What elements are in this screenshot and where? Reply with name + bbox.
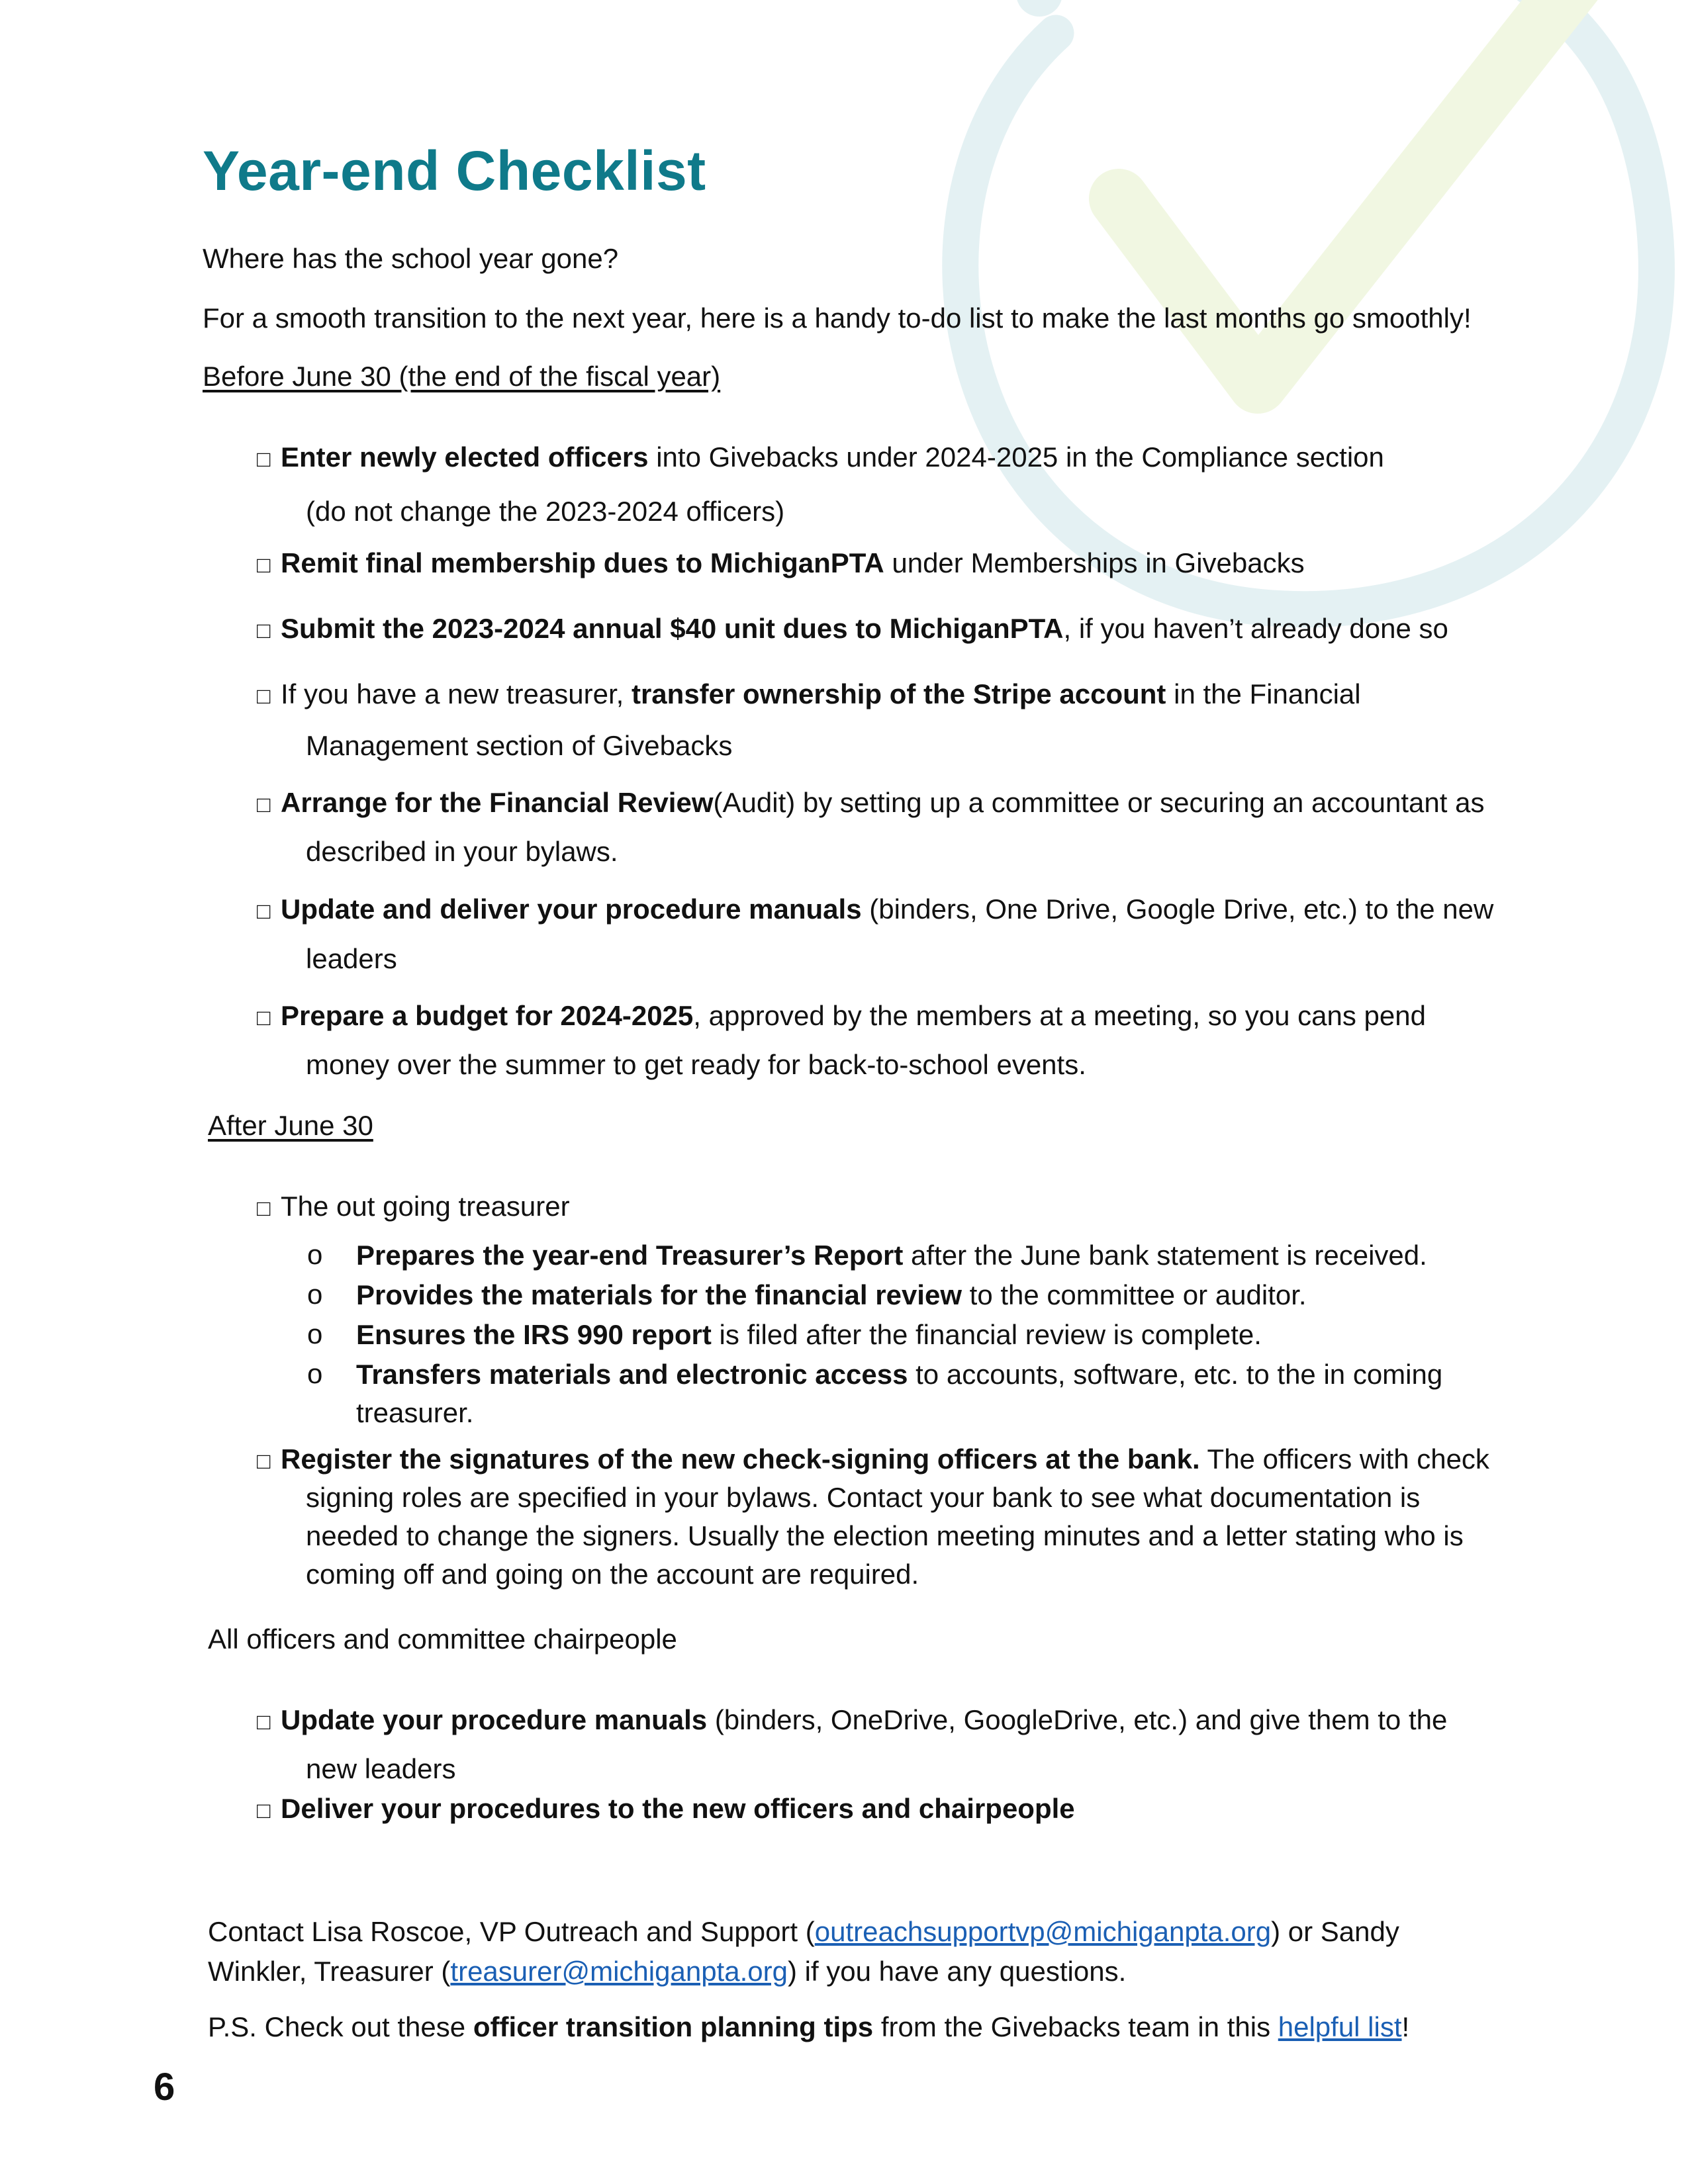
checklist-item-budget-cont: money over the summer to get ready for back-to-school events. xyxy=(306,1049,1086,1080)
sub-bullet-icon: o xyxy=(307,1239,323,1270)
checklist-item-deliver-procedures: □ Deliver your procedures to the new officers and chairpeople xyxy=(257,1790,1075,1830)
checkbox-icon: □ xyxy=(257,1709,271,1735)
page-title: Year-end Checklist xyxy=(203,140,706,202)
checklist-item-stripe: □ If you have a new treasurer, transfer ownership of the Stripe account in the Financial xyxy=(257,675,1361,715)
checkbox-icon: □ xyxy=(257,684,271,709)
checklist-item-stripe-cont: Management section of Givebacks xyxy=(306,730,733,761)
checklist-item-financial-review-cont: described in your bylaws. xyxy=(306,836,618,867)
checkbox-icon: □ xyxy=(257,1005,271,1030)
sub-bullet-icon: o xyxy=(307,1279,323,1310)
sub-item-transfer-materials: Transfers materials and electronic access to accounts, software, etc. to the in coming xyxy=(356,1359,1443,1390)
checklist-item-update-manuals-cont: new leaders xyxy=(306,1753,456,1784)
checklist-item-financial-review: □ Arrange for the Financial Review(Audit) by setting up a committee or securing an accountant as xyxy=(257,784,1484,824)
checkbox-icon: □ xyxy=(257,447,271,472)
checklist-item-procedure-manuals: □ Update and deliver your procedure manuals (binders, One Drive, Google Drive, etc.) to the new xyxy=(257,890,1493,931)
sub-item-financial-materials: Provides the materials for the financial review to the committee or auditor. xyxy=(356,1279,1307,1310)
checklist-item-signatures-line-3: needed to change the signers. Usually the election meeting minutes and a letter stating who is xyxy=(306,1520,1464,1551)
checklist-item-budget: □ Prepare a budget for 2024-2025, approved by the members at a meeting, so you cans pend xyxy=(257,997,1426,1037)
checkbox-icon: □ xyxy=(257,1449,271,1474)
checklist-item-signatures-line-2: signing roles are specified in your bylaws. Contact your bank to see what documentation is xyxy=(306,1482,1421,1513)
contact-line-2: Winkler, Treasurer (treasurer@michiganpta.org) if you have any questions. xyxy=(208,1956,1127,1987)
checklist-item-enter-officers: □ Enter newly elected officers into Givebacks under 2024-2025 in the Compliance section xyxy=(257,438,1384,478)
intro-line-2: For a smooth transition to the next year, here is a handy to-do list to make the last months go smoothly! xyxy=(203,302,1472,334)
checklist-item-signatures-line-4: coming off and going on the account are required. xyxy=(306,1559,919,1590)
checkbox-icon: □ xyxy=(257,618,271,643)
sub-item-transfer-materials-cont: treasurer. xyxy=(356,1397,474,1428)
sub-bullet-icon: o xyxy=(307,1358,323,1389)
sub-bullet-icon: o xyxy=(307,1318,323,1349)
checkbox-icon: □ xyxy=(257,1196,271,1221)
section-heading-officers: All officers and committee chairpeople xyxy=(208,1623,677,1655)
contact-line-1: Contact Lisa Roscoe, VP Outreach and Support (outreachsupportvp@michiganpta.org) or Sandy xyxy=(208,1916,1399,1947)
sub-item-irs-990: Ensures the IRS 990 report is filed after the financial review is complete. xyxy=(356,1319,1262,1350)
sub-item-treasurer-report: Prepares the year-end Treasurer’s Report after the June bank statement is received. xyxy=(356,1240,1427,1271)
checkbox-icon: □ xyxy=(257,553,271,578)
ps-line: P.S. Check out these officer transition planning tips from the Givebacks team in this helpful list! xyxy=(208,2011,1410,2042)
checkbox-icon: □ xyxy=(257,1798,271,1823)
email-link-treasurer[interactable]: treasurer@michiganpta.org xyxy=(450,1956,788,1987)
checklist-item-enter-officers-cont: (do not change the 2023-2024 officers) xyxy=(306,496,785,527)
checklist-item-procedure-manuals-cont: leaders xyxy=(306,943,397,974)
page-number: 6 xyxy=(154,2066,175,2109)
checklist-item-signatures: □ Register the signatures of the new check-signing officers at the bank. The officers with check xyxy=(257,1440,1489,1480)
checklist-item-unit-dues: □ Submit the 2023-2024 annual $40 unit dues to MichiganPTA, if you haven’t already done so xyxy=(257,610,1448,650)
checkbox-icon: □ xyxy=(257,792,271,817)
checklist-item-remit-dues: □ Remit final membership dues to MichiganPTA under Memberships in Givebacks xyxy=(257,544,1305,584)
intro-line-1: Where has the school year gone? xyxy=(203,243,619,274)
helpful-list-link[interactable]: helpful list xyxy=(1278,2011,1402,2042)
checkbox-icon: □ xyxy=(257,899,271,924)
checklist-item-update-manuals: □ Update your procedure manuals (binders, OneDrive, GoogleDrive, etc.) and give them to the xyxy=(257,1701,1447,1741)
section-heading-after: After June 30 xyxy=(208,1110,373,1141)
checklist-item-outgoing-treasurer: □ The out going treasurer xyxy=(257,1187,570,1228)
email-link-outreach[interactable]: outreachsupportvp@michiganpta.org xyxy=(814,1916,1272,1947)
section-heading-before: Before June 30 (the end of the fiscal year) xyxy=(203,361,721,392)
